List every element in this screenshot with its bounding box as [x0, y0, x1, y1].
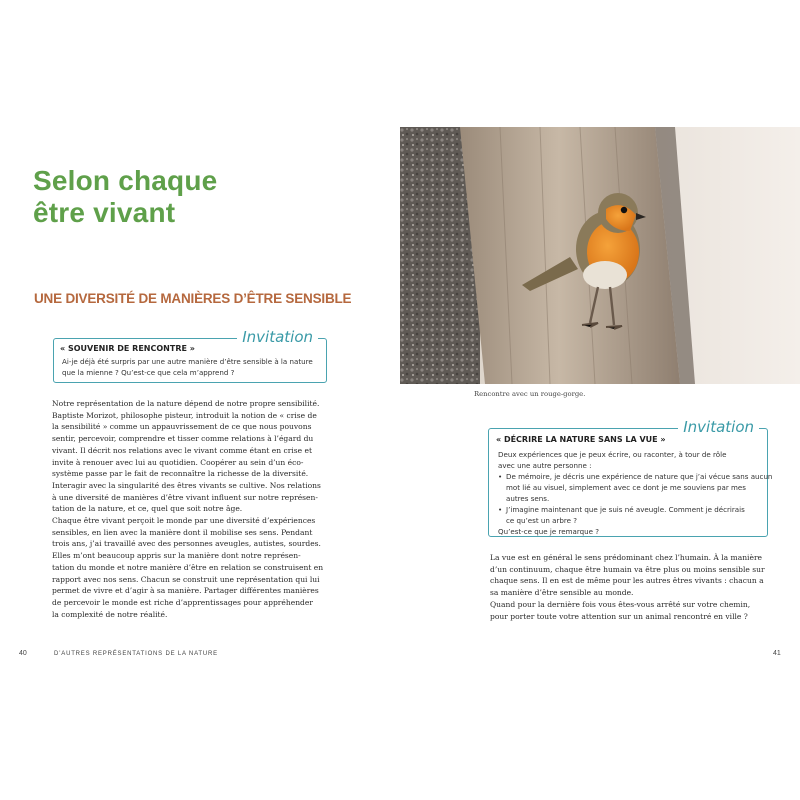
- bullet-line: ce qu’est un arbre ?: [506, 516, 578, 525]
- body-line: trois ans, j’ai travaillé avec des personnes aveugles, autistes, sourdes.: [52, 539, 321, 549]
- invitation-line: avec une autre personne :: [498, 461, 592, 470]
- chapter-title-line-1: Selon chaque: [33, 165, 218, 196]
- body-text-right: [490, 552, 765, 622]
- body-line: La vue est en général le sens prédominant chez l’humain. À la manière: [490, 553, 763, 562]
- page-number-right: 41: [773, 650, 781, 657]
- invitation-tag: Invitation: [237, 328, 318, 346]
- body-line: pour porter toute votre attention sur un animal rencontré en ville ?: [490, 611, 748, 621]
- body-line: Interagir avec la singularité des êtres vivants se cultive. Nos relations: [52, 480, 321, 490]
- body-line: Elles m’ont beaucoup appris sur la manière dont notre représen-: [52, 551, 301, 561]
- bullet-item: [498, 504, 772, 526]
- invitation-line: Ai-je déjà été surpris par une autre manière d’être sensible à la nature: [62, 357, 313, 366]
- invitation-text: [62, 356, 313, 378]
- body-line: Quand pour la dernière fois vous êtes-vous arrêté sur votre chemin,: [490, 599, 751, 609]
- body-line: la complexité de notre réalité.: [52, 609, 168, 619]
- invitation-heading: « DÉCRIRE LA NATURE SANS LA VUE »: [496, 435, 666, 444]
- body-line: rapport avec nos sens. Chacun se construit une représentation qui lui: [52, 574, 320, 584]
- invitation-line: Deux expériences que je peux écrire, ou raconter, à tour de rôle: [498, 450, 727, 459]
- invitation-heading: « SOUVENIR DE RENCONTRE »: [60, 344, 195, 353]
- body-line: tation du monde et notre manière d’être en relation se construisent en: [52, 562, 324, 572]
- bullet-line: autres sens.: [506, 494, 550, 503]
- chapter-title: [33, 165, 363, 229]
- section-title: UNE DIVERSITÉ DE MANIÈRES D’ÊTRE SENSIBLE: [34, 291, 352, 306]
- body-line: sa manière d’être sensible au monde.: [490, 588, 634, 598]
- body-line: Baptiste Morizot, philosophe pisteur, introduit la notion de « crise de: [52, 410, 317, 420]
- chapter-title-line-2: être vivant: [33, 197, 176, 228]
- invitation-box-souvenir: [53, 328, 327, 383]
- body-line: Chaque être vivant perçoit le monde par une diversité d’expériences: [52, 516, 316, 526]
- invitation-bullets: [498, 471, 772, 526]
- body-line: la sensibilité » comme un appauvrissement de ce que nous pouvons: [52, 422, 312, 432]
- invitation-box-decrire: [488, 418, 773, 537]
- photo-caption: Rencontre avec un rouge-gorge.: [474, 390, 586, 398]
- invitation-text: [498, 449, 772, 537]
- bullet-line: • De mémoire, je décris une expérience de nature que j’ai vécue sans aucun: [506, 472, 773, 481]
- body-line: d’un continuum, chaque être humain va être plus ou moins sensible sur: [490, 564, 765, 574]
- invitation-line: que la mienne ? Qu’est-ce que cela m’apprend ?: [62, 368, 235, 377]
- robin-illustration: [400, 127, 800, 384]
- invitation-tag: Invitation: [678, 418, 759, 436]
- body-line: à une diversité de manières d’être vivant influent sur notre représen-: [52, 492, 318, 502]
- body-line: permet de vivre et d’agir à sa manière. Partager différentes manières: [52, 586, 319, 596]
- robin-photo: [400, 127, 800, 384]
- body-text-left: [52, 398, 323, 620]
- bullet-line: mot lié au visuel, simplement avec ce dont je me souviens par mes: [506, 483, 746, 492]
- body-line: tation de la nature, et ce, quel que soit notre âge.: [52, 504, 243, 514]
- body-line: sentir, percevoir, comprendre et tisser comme relations à l’égard du: [52, 434, 314, 444]
- invitation-closing: Qu’est-ce que je remarque ?: [498, 527, 600, 536]
- page-number-left: 40: [19, 650, 27, 657]
- body-line: chaque sens. Il en est de même pour les autres êtres vivants : chacun a: [490, 576, 764, 586]
- bullet-item: [498, 471, 772, 504]
- body-line: vivant. Il décrit nos relations avec le vivant comme étant en crise et: [52, 445, 313, 455]
- body-line: système passe par le fait de reconnaître la richesse de la diversité.: [52, 469, 309, 479]
- running-head: D’AUTRES REPRÉSENTATIONS DE LA NATURE: [54, 651, 218, 657]
- body-line: de percevoir le monde est riche d’apprentissages pour appréhender: [52, 597, 313, 607]
- body-line: sensibles, en lien avec la manière dont il mobilise ses sens. Pendant: [52, 527, 313, 537]
- bullet-line: • J’imagine maintenant que je suis né aveugle. Comment je décrirais: [506, 505, 745, 514]
- body-line: invite à renouer avec lui au quotidien. Coopérer au sein d’un éco-: [52, 457, 304, 467]
- body-line: Notre représentation de la nature dépend de notre propre sensibilité.: [52, 399, 320, 408]
